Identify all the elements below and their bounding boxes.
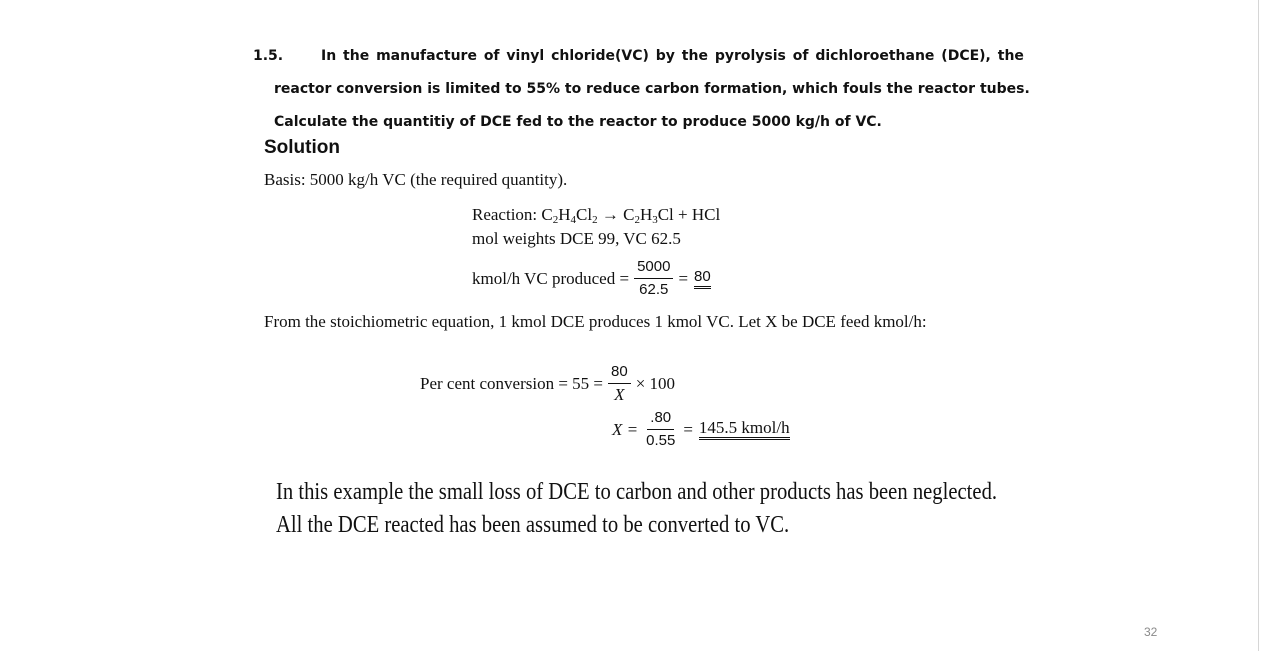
vc-produced-equation: [472, 258, 711, 299]
problem-number: 1.5.: [253, 48, 284, 64]
dce-feed-equation: [612, 409, 790, 450]
eq3-equals: =: [683, 419, 693, 439]
eq2-numerator: 80: [608, 363, 631, 384]
problem-line-2: reactor conversion is limited to 55% to reduce carbon formation, which fouls the reactor tubes.: [274, 81, 1030, 97]
reaction-equation: [472, 205, 720, 225]
eq2-fraction: [608, 363, 631, 404]
eq3-label: X =: [612, 419, 639, 439]
problem-line-3: Calculate the quantitiy of DCE fed to the reactor to produce 5000 kg/h of VC.: [274, 114, 882, 130]
reactant-formula: $C_2H_4Cl_2$: [541, 205, 598, 226]
closing-note: [276, 476, 997, 542]
eq3-numerator: .80: [647, 409, 674, 430]
eq3-result: 145.5 kmol/h: [699, 419, 790, 440]
solution-heading: Solution: [264, 137, 340, 158]
eq2-denominator: X: [614, 385, 625, 404]
eq1-numerator: 5000: [634, 258, 673, 279]
eq1-denominator: 62.5: [639, 281, 669, 298]
note-line-2: All the DCE reacted has been assumed to be converted to VC.: [276, 512, 790, 538]
basis-statement: Basis: 5000 kg/h VC (the required quantity).: [264, 170, 568, 189]
eq1-equals: =: [678, 268, 689, 288]
problem-line-1: In the manufacture of vinyl chloride(VC) by the pyrolysis of dichloroethane (DCE), the: [321, 48, 1024, 64]
arrow-symbol: →: [597, 205, 624, 224]
reaction-label: Reaction:: [472, 205, 542, 224]
page-edge-divider: [1258, 0, 1259, 651]
page-number: 32: [1144, 625, 1158, 639]
eq1-fraction: [634, 258, 673, 299]
eq2-label: Per cent conversion = 55 =: [420, 373, 603, 393]
eq1-result: 80: [694, 268, 711, 289]
product-formula: $C_2H_3Cl$ + HCl: [623, 205, 721, 226]
note-line-1: In this example the small loss of DCE to carbon and other products has been neglected.: [276, 479, 998, 505]
eq2-tail: × 100: [635, 373, 676, 393]
eq3-fraction: [643, 409, 678, 450]
eq3-denominator: 0.55: [646, 432, 676, 449]
conversion-equation: [420, 363, 675, 404]
mol-weights: mol weights DCE 99, VC 62.5: [472, 229, 681, 248]
stoichiometry-statement: From the stoichiometric equation, 1 kmol DCE produces 1 kmol VC. Let X be DCE feed kmol/h:: [264, 312, 927, 331]
eq1-label: kmol/h VC produced =: [472, 268, 630, 288]
